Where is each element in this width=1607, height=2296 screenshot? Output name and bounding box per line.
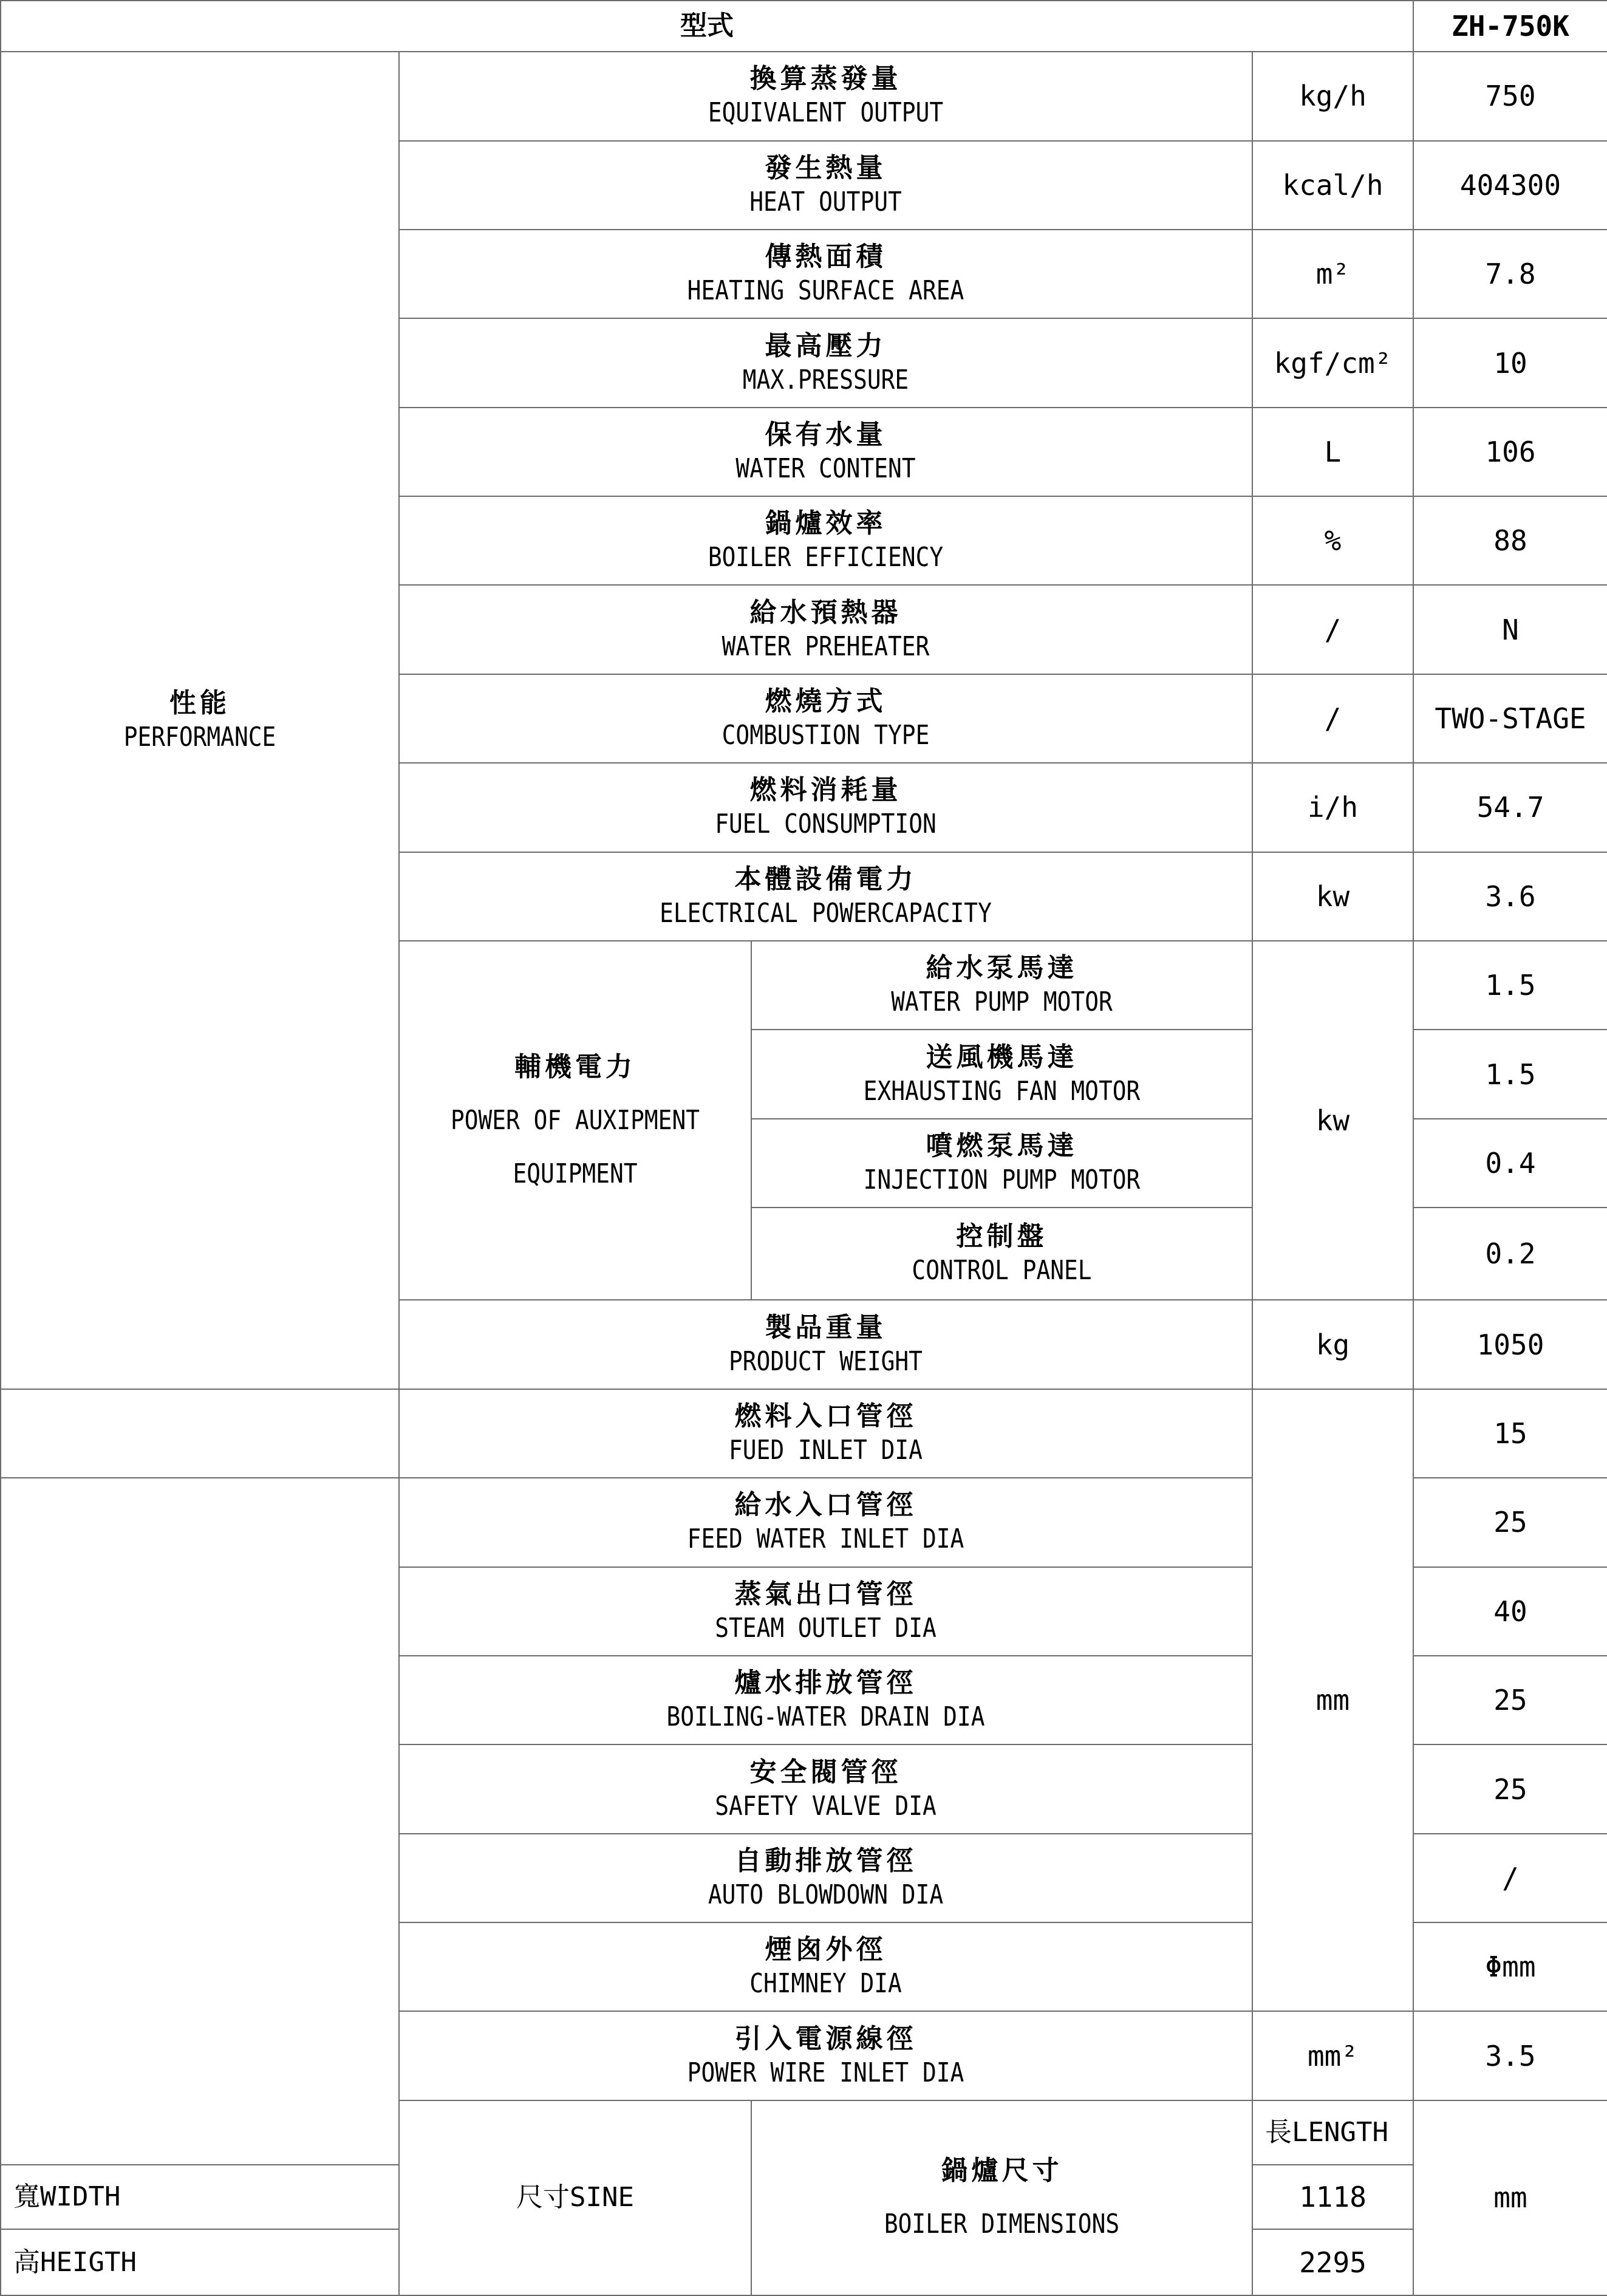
label-en: PRODUCT WEIGHT xyxy=(729,1345,923,1377)
chimney-label xyxy=(399,1922,1252,2011)
boiler-efficiency-label xyxy=(399,496,1252,585)
product-weight-value: 1050 xyxy=(1413,1300,1607,1389)
label-en: EQUIVALENT OUTPUT xyxy=(708,97,944,129)
label-zh: 蒸氣出口管徑 xyxy=(734,1578,917,1610)
length-label: 長LENGTH xyxy=(1252,2100,1413,2165)
fuel-consumption-value: 54.7 xyxy=(1413,763,1607,852)
label-zh: 發生熱量 xyxy=(765,152,887,183)
water-pump-motor-value: 1.5 xyxy=(1413,941,1607,1030)
label-en: WATER PREHEATER xyxy=(722,630,930,662)
power-wire-unit: mm² xyxy=(1252,2011,1413,2100)
table-row xyxy=(1,52,1607,140)
chimney-unit: Φmm xyxy=(1413,1922,1607,2011)
fuel-inlet-label xyxy=(399,1389,1252,1478)
safety-valve-value: 25 xyxy=(1413,1744,1607,1833)
label-en: CHIMNEY DIA xyxy=(749,1968,902,2000)
max-pressure-unit: kgf/cm² xyxy=(1252,318,1413,407)
label-en: STEAM OUTLET DIA xyxy=(715,1612,937,1644)
dimensions-label-en: BOILER DIMENSIONS xyxy=(884,2209,1120,2240)
performance-group-label xyxy=(1,52,399,1389)
performance-label-zh: 性能 xyxy=(169,688,230,719)
water-pump-motor-label xyxy=(751,941,1252,1030)
water-content-label xyxy=(399,408,1252,496)
combustion-type-value: TWO-STAGE xyxy=(1413,674,1607,763)
steam-outlet-label xyxy=(399,1567,1252,1656)
max-pressure-label xyxy=(399,318,1252,407)
label-en: AUTO BLOWDOWN DIA xyxy=(708,1879,944,1910)
equivalent-output-label xyxy=(399,52,1252,140)
power-wire-label xyxy=(399,2011,1252,2100)
label-en: HEAT OUTPUT xyxy=(749,186,902,217)
electrical-power-value: 3.6 xyxy=(1413,852,1607,941)
aux-label-en-2: EQUIPMENT xyxy=(513,1158,638,1189)
width-value: 1118 xyxy=(1252,2165,1413,2229)
drain-label xyxy=(399,1656,1252,1744)
label-zh: 噴燃泵馬達 xyxy=(926,1130,1078,1161)
label-zh: 燃料消耗量 xyxy=(749,774,902,806)
empty-cell xyxy=(1,1389,399,1478)
product-weight-label xyxy=(399,1300,1252,1389)
label-zh: 安全閥管徑 xyxy=(749,1756,902,1788)
label-en: WATER PUMP MOTOR xyxy=(891,986,1113,1018)
width-label: 寬WIDTH xyxy=(1,2165,399,2229)
label-zh: 自動排放管徑 xyxy=(734,1845,917,1876)
auto-blowdown-label xyxy=(399,1834,1252,1922)
label-en: POWER WIRE INLET DIA xyxy=(687,2057,964,2088)
label-zh: 給水預熱器 xyxy=(749,596,902,628)
safety-valve-label xyxy=(399,1744,1252,1833)
aux-group-label xyxy=(399,941,751,1300)
label-zh: 送風機馬達 xyxy=(926,1041,1078,1073)
control-panel-label xyxy=(751,1208,1252,1300)
heating-surface-value: 7.8 xyxy=(1413,230,1607,318)
height-label: 高HEIGTH xyxy=(1,2229,399,2295)
label-en: BOILER EFFICIENCY xyxy=(708,542,944,573)
model-name: ZH-750K xyxy=(1413,1,1607,52)
dimensions-label xyxy=(751,2100,1252,2295)
drain-value: 25 xyxy=(1413,1656,1607,1744)
aux-label-zh: 輔機電力 xyxy=(514,1051,636,1082)
feed-water-inlet-value: 25 xyxy=(1413,1478,1607,1567)
fuel-consumption-unit: i/h xyxy=(1252,763,1413,852)
heat-output-value: 404300 xyxy=(1413,141,1607,230)
label-en: MAX.PRESSURE xyxy=(742,364,909,395)
dimensions-label-zh: 鍋爐尺寸 xyxy=(941,2155,1063,2187)
combustion-type-label xyxy=(399,674,1252,763)
electrical-power-unit: kw xyxy=(1252,852,1413,941)
performance-label-en: PERFORMANCE xyxy=(123,722,276,753)
feed-water-inlet-label xyxy=(399,1478,1252,1567)
fuel-consumption-label xyxy=(399,763,1252,852)
label-en: INJECTION PUMP MOTOR xyxy=(863,1164,1141,1195)
power-wire-value: 3.5 xyxy=(1413,2011,1607,2100)
label-zh: 引入電源線徑 xyxy=(734,2023,917,2054)
label-en: WATER CONTENT xyxy=(735,453,916,484)
heat-output-label xyxy=(399,141,1252,230)
exhausting-fan-motor-value: 1.5 xyxy=(1413,1030,1607,1118)
heat-output-unit: kcal/h xyxy=(1252,141,1413,230)
water-preheater-label xyxy=(399,585,1252,674)
label-en: EXHAUSTING FAN MOTOR xyxy=(863,1075,1141,1107)
product-weight-unit: kg xyxy=(1252,1300,1413,1389)
control-panel-value: 0.2 xyxy=(1413,1208,1607,1300)
label-en: FUEL CONSUMPTION xyxy=(715,808,937,840)
label-zh: 燃燒方式 xyxy=(765,686,887,717)
label-zh: 爐水排放管徑 xyxy=(734,1667,917,1699)
max-pressure-value: 10 xyxy=(1413,318,1607,407)
pipe-unit: mm xyxy=(1252,1389,1413,2012)
electrical-power-label xyxy=(399,852,1252,941)
label-en: SAFETY VALVE DIA xyxy=(715,1790,937,1822)
injection-pump-motor-label xyxy=(751,1119,1252,1208)
table-row xyxy=(1,1389,1607,1478)
label-en: HEATING SURFACE AREA xyxy=(687,275,964,307)
label-zh: 控制盤 xyxy=(956,1221,1048,1252)
exhausting-fan-motor-label xyxy=(751,1030,1252,1118)
label-en: COMBUSTION TYPE xyxy=(722,720,930,751)
water-content-value: 106 xyxy=(1413,408,1607,496)
heating-surface-label xyxy=(399,230,1252,318)
label-zh: 煙囪外徑 xyxy=(765,1934,887,1966)
empty-cell xyxy=(1,1478,399,2165)
fuel-inlet-value: 15 xyxy=(1413,1389,1607,1478)
equivalent-output-unit: kg/h xyxy=(1252,52,1413,140)
size-label: 尺寸SINE xyxy=(399,2100,751,2295)
label-en: CONTROL PANEL xyxy=(912,1255,1092,1286)
type-label: 型式 xyxy=(1,1,1413,52)
label-zh: 最高壓力 xyxy=(765,330,887,361)
dimension-unit: mm xyxy=(1413,2100,1607,2295)
label-zh: 給水泵馬達 xyxy=(926,952,1078,984)
height-value: 2295 xyxy=(1252,2229,1413,2295)
label-zh: 鍋爐效率 xyxy=(765,508,887,539)
label-zh: 製品重量 xyxy=(765,1311,887,1343)
boiler-efficiency-unit: % xyxy=(1252,496,1413,585)
label-zh: 給水入口管徑 xyxy=(734,1489,917,1521)
aux-unit: kw xyxy=(1252,941,1413,1300)
label-zh: 燃料入口管徑 xyxy=(734,1401,917,1432)
label-zh: 本體設備電力 xyxy=(734,863,917,895)
heating-surface-unit: m² xyxy=(1252,230,1413,318)
header-row xyxy=(1,1,1607,52)
water-preheater-unit: / xyxy=(1252,585,1413,674)
combustion-type-unit: / xyxy=(1252,674,1413,763)
boiler-efficiency-value: 88 xyxy=(1413,496,1607,585)
water-content-unit: L xyxy=(1252,408,1413,496)
auto-blowdown-value: / xyxy=(1413,1834,1607,1922)
equivalent-output-value: 750 xyxy=(1413,52,1607,140)
label-en: BOILING-WATER DRAIN DIA xyxy=(666,1701,985,1733)
label-zh: 換算蒸發量 xyxy=(749,63,902,95)
water-preheater-value: N xyxy=(1413,585,1607,674)
steam-outlet-value: 40 xyxy=(1413,1567,1607,1656)
label-zh: 保有水量 xyxy=(765,419,887,450)
label-en: FEED WATER INLET DIA xyxy=(687,1523,964,1555)
label-zh: 傳熱面積 xyxy=(765,241,887,273)
aux-label-en-1: POWER OF AUXIPMENT xyxy=(450,1104,700,1136)
label-en: ELECTRICAL POWERCAPACITY xyxy=(660,897,992,929)
label-en: FUED INLET DIA xyxy=(729,1435,923,1466)
injection-pump-motor-value: 0.4 xyxy=(1413,1119,1607,1208)
